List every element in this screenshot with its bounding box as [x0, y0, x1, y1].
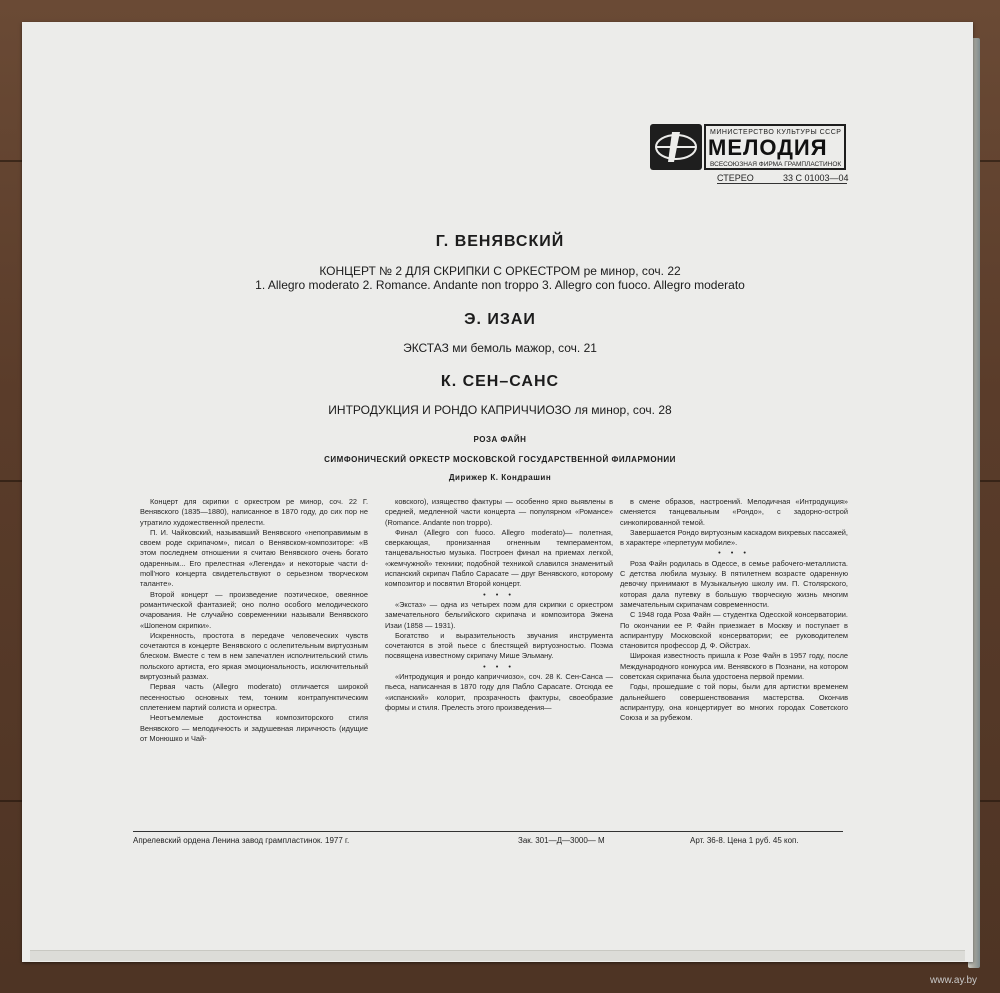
- liner-notes-column-3: [620, 497, 848, 724]
- sleeve-bottom-edge: [30, 950, 965, 961]
- notes-paragraph: Первая часть (Allegro moderato) отличается широкой песенностью основных тем, тонким контрапунктическим сплетением партий солиста и оркестра.: [140, 682, 368, 712]
- catalog-underline: [717, 183, 847, 184]
- notes-paragraph: Неотъемлемые достоинства композиторского стиля Венявского — мелодичность и задушевная лиричность (идущие от Монюшко и Чай-: [140, 713, 368, 743]
- section-divider: • • •: [718, 548, 750, 558]
- work-ysaye: ЭКСТАЗ ми бемоль мажор, соч. 21: [403, 341, 597, 355]
- stereo-label: СТЕРЕО: [717, 173, 754, 183]
- watermark: www.ay.by: [930, 975, 978, 986]
- notes-paragraph: «Интродукция и рондо каприччиозо», соч. 28 К. Сен-Санса — пьеса, написанная в 1870 году для Пабло Сарасате. Отсюда ее «испанский» колорит, прозрачность фактуры, своеобразие формы и стиля. Прелесть этого произведения—: [385, 672, 613, 712]
- section-divider: • • •: [483, 589, 515, 599]
- notes-paragraph: Широкая известность пришла к Розе Файн в 1957 году, после Международного конкурса им. Венявского в Познани, на котором советская скрипачка была удостоена первой премии.: [620, 651, 848, 682]
- notes-paragraph: в смене образов, настроений. Мелодичная «Интродукция» сменяется танцевальным «Рондо», с задорно-острой синкопированной темой.: [620, 497, 848, 527]
- logo-text-box: [704, 124, 846, 170]
- composer-saint-saens: К. СЕН–САНС: [440, 373, 560, 390]
- section-divider: • • •: [483, 661, 515, 671]
- notes-paragraph: Годы, прошедшие с той поры, были для артистки временем дальнейшего совершенствования мастерства. Окончив аспирантуру, она концертирует во многих городах Советского Союза и за рубежом.: [620, 682, 848, 723]
- notes-paragraph: Искренность, простота в передаче человеческих чувств сочетаются в концерте Венявского с ослепительным виртуозным блеском. Вместе с тем в нем запечатлен исполнительский стиль польского артиста, его яркая эмоциональность, исключительный виртуозный размах.: [140, 630, 368, 682]
- logo-name: МЕЛОДИЯ: [708, 135, 828, 160]
- footer-plant: Апрелевский ордена Ленина завод грампластинок. 1977 г.: [133, 836, 350, 845]
- notes-paragraph: Второй концерт — произведение поэтическое, овеянное романтической фантазией; оно полно особого мелодического очарования. Не случайно современники называли Венявского «Шопеном скрипки».: [140, 589, 368, 630]
- movements-wieniawski: 1. Allegro moderato 2. Romance. Andante non troppo 3. Allegro con fuoco. Allegro moderato: [255, 278, 745, 292]
- soloist: РОЗА ФАЙН: [473, 435, 527, 444]
- notes-paragraph: Концерт для скрипки с оркестром ре минор, соч. 22 Г. Венявского (1835—1880), написанное в 1870 году, до сих пор не утратило художественной прелести.: [140, 497, 368, 527]
- melodiya-logo: [650, 124, 846, 170]
- footer-rule: [133, 831, 843, 832]
- logo-ministry: МИНИСТЕРСТВО КУЛЬТУРЫ СССР: [710, 129, 842, 136]
- notes-paragraph: Завершается Рондо виртуозным каскадом вихревых пассажей, в характере «перпетуум мобиле».: [620, 527, 848, 548]
- footer-price: Арт. 36-8. Цена 1 руб. 45 коп.: [690, 836, 799, 845]
- logo-firm: ВСЕСОЮЗНАЯ ФИРМА ГРАМПЛАСТИНОК: [710, 161, 842, 168]
- notes-paragraph: Богатство и выразительность звучания инструмента сочетаются в этой пьесе с блестящей виртуозностью. Поэма посвящена известному скрипачу Мише Эльману.: [385, 630, 613, 661]
- liner-notes-column-2: [385, 497, 613, 713]
- notes-paragraph: Финал (Allegro con fuoco. Allegro moderato)— полетная, сверкающая, пронизанная огненным темпераментом, танцевальностью музыка. Построен финал на приемах легкой, «жемчужной» техники; подобной техникой славился знаменитый испанский скрипач Пабло Сарасате — друг Венявского, которому композитор и посвятил Второй концерт.: [385, 527, 613, 589]
- composer-wieniawski: Г. ВЕНЯВСКИЙ: [435, 233, 565, 250]
- catalog-number: 33 С 01003—04: [783, 173, 849, 183]
- notes-paragraph: С 1948 года Роза Файн — студентка Одесской консерватории. По окончании ее Р. Файн приезжает в Москву и поступает в аспирантуру Московской консерватории; ее руководителем становится профессор Д. Ф. Ойстрах.: [620, 610, 848, 651]
- notes-paragraph: П. И. Чайковский, называвший Венявского «непоправимым в своем роде скрипачом», писал о Венявском-композиторе: «В этом последнем отношении я считаю Венявского очень богато одаренным... Его прелестная «Легенда» и некоторые части d-moll'ного концерта свидетельствуют о серьезном творческом таланте».: [140, 527, 368, 589]
- footer-order: Зак. 301—Д—3000— М: [518, 836, 605, 845]
- work-saint-saens: ИНТРОДУКЦИЯ И РОНДО КАПРИЧЧИОЗО ля минор, соч. 28: [328, 403, 672, 417]
- melodiya-emblem-icon: [650, 124, 702, 170]
- conductor: Дирижер К. Кондрашин: [448, 473, 552, 482]
- composer-ysaye: Э. ИЗАИ: [464, 311, 536, 328]
- notes-paragraph: «Экстаз» — одна из четырех поэм для скрипки с оркестром замечательного бельгийского скрипача и композитора Эжена Изаи (1858 — 1931).: [385, 599, 613, 630]
- notes-paragraph: Роза Файн родилась в Одессе, в семье рабочего-металлиста. С детства любила музыку. В пятилетнем возрасте одаренную девочку принимают в Музыкальную школу им. П. Столярского, которая дала путевку в большую творческую жизнь многим замечательным скрипачам современности.: [620, 558, 848, 609]
- liner-notes-column-1: [140, 497, 368, 744]
- work-wieniawski: КОНЦЕРТ № 2 ДЛЯ СКРИПКИ С ОРКЕСТРОМ ре минор, соч. 22: [319, 264, 681, 278]
- notes-paragraph: ковского), изящество фактуры — особенно ярко выявлены в средней, медленной части концерта — популярном «Романсе» (Romance. Andante non troppo).: [385, 497, 613, 527]
- orchestra: СИМФОНИЧЕСКИЙ ОРКЕСТР МОСКОВСКОЙ ГОСУДАРСТВЕННОЙ ФИЛАРМОНИИ: [324, 455, 676, 464]
